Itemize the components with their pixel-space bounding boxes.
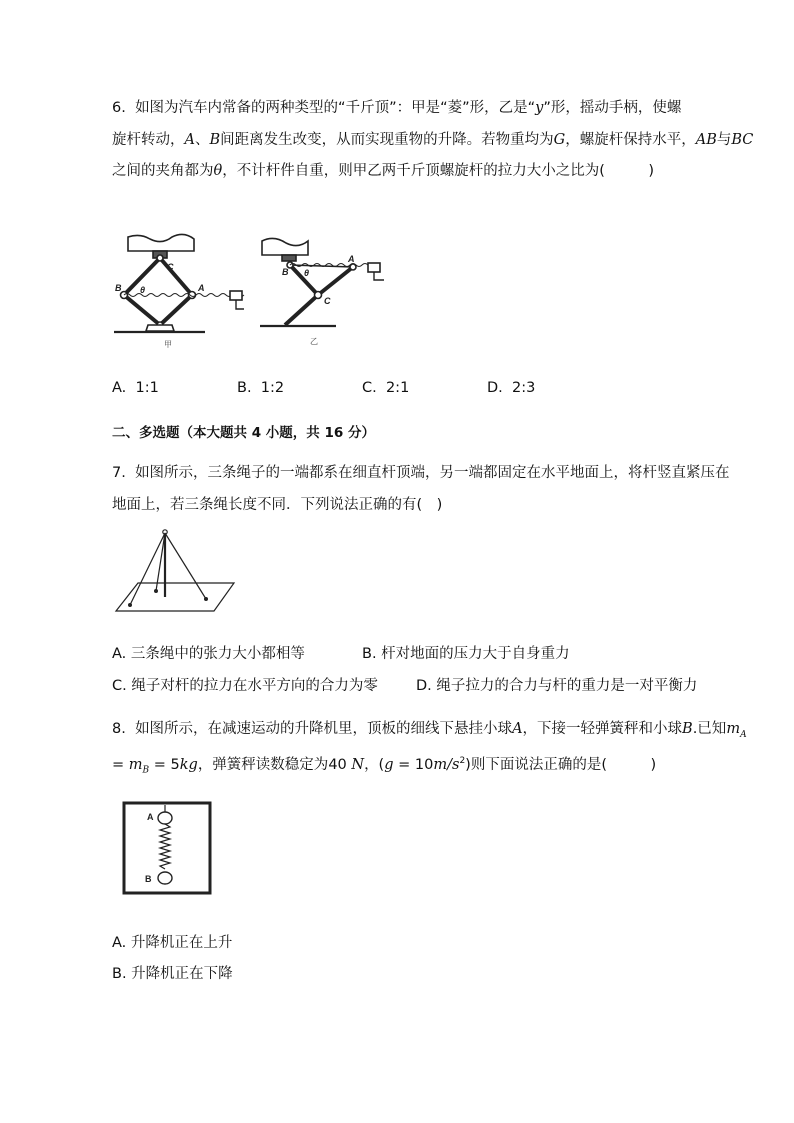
- q8-text: ，下接一轻弹簧秤和小球: [522, 721, 683, 737]
- label-A-right: A: [348, 254, 355, 264]
- q6-jack-figure: [110, 225, 400, 350]
- option-text: 1:2: [260, 380, 285, 396]
- q7-text: 如图所示，三条绳子的一端都系在细直杆顶端，另一端都固定在水平地面上，将杆竖直紧压在: [135, 465, 730, 481]
- handle-right: [368, 263, 380, 272]
- q7-text: 地面上，若三条绳长度不同．下列说法正确的有( ): [112, 497, 443, 513]
- q6-line3: [112, 161, 654, 181]
- q6-text: ”形，摇动手柄，使螺: [543, 100, 682, 116]
- q7-line2: [112, 495, 442, 515]
- option-label: C.: [362, 380, 377, 396]
- rope-3: [165, 533, 206, 599]
- q8-unit: kg: [179, 756, 198, 773]
- q8-text: )则下面说法正确的是( ): [465, 756, 657, 773]
- q8-var: g: [384, 756, 394, 773]
- q8-elevator-figure: [120, 800, 216, 898]
- q6-var: AB: [695, 132, 717, 148]
- q6-text: 如图为汽车内常备的两种类型的“千斤顶”：甲是“菱”形，乙是“: [135, 100, 536, 116]
- q8-var: m: [726, 721, 741, 737]
- q7-option-a[interactable]: [112, 644, 305, 664]
- q6-var: A: [184, 132, 195, 148]
- q8-var: B: [682, 721, 693, 737]
- caption-yi: 乙: [310, 337, 318, 346]
- q8-var: m: [128, 756, 143, 773]
- q7-option-c[interactable]: [112, 676, 378, 696]
- q8-text: =: [112, 756, 129, 773]
- q8-option-b[interactable]: [112, 964, 233, 984]
- label-C-right: C: [324, 296, 331, 306]
- q6-text: 之间的夹角都为: [112, 163, 214, 179]
- label-B: B: [145, 874, 152, 884]
- label-theta-left: θ: [140, 285, 146, 295]
- q6-line2: [112, 130, 753, 150]
- q6-option-a[interactable]: [112, 378, 159, 398]
- label-B-left: B: [115, 283, 122, 293]
- q6-text: ，螺旋杆保持水平，: [565, 132, 696, 148]
- option-label: A.: [112, 935, 127, 951]
- q6-var: BC: [731, 132, 754, 148]
- option-text: 绳子拉力的合力与杆的重力是一对平衡力: [436, 678, 698, 694]
- label-C-left: C: [167, 262, 174, 272]
- q6-text: ，不计杆件自重，则甲乙两千斤顶螺旋杆的拉力大小之比为( ): [222, 163, 655, 179]
- q7-number: 7.: [112, 465, 126, 481]
- q8-text: ，(: [364, 756, 385, 773]
- label-A-left: A: [198, 283, 205, 293]
- handle-left: [230, 291, 242, 300]
- q6-var: θ: [213, 163, 223, 179]
- top-pad-right: [282, 255, 296, 261]
- q7-option-d[interactable]: [416, 676, 697, 696]
- option-label: B.: [112, 966, 127, 982]
- load-block-right: [262, 238, 308, 255]
- q7-option-b[interactable]: [362, 644, 570, 664]
- option-label: B.: [362, 646, 377, 662]
- q8-text: = 10: [393, 756, 434, 773]
- section-title: 二、多选题（本大题共 4 小题，共 16 分）: [112, 425, 375, 441]
- q6-var: B: [209, 132, 221, 148]
- q8-text: 如图所示，在减速运动的升降机里，顶板的细线下悬挂小球: [135, 721, 513, 737]
- q8-value: 40: [328, 756, 352, 773]
- q6-option-b[interactable]: [237, 378, 284, 398]
- q7-pole-figure: [110, 525, 240, 615]
- q8-superscript: 2: [459, 756, 466, 766]
- load-block-left: [128, 234, 194, 251]
- ball-a: [158, 812, 172, 824]
- q6-text: 间距离发生改变，从而实现重物的升降。若物重均为: [220, 132, 554, 148]
- caption-jia: 甲: [164, 340, 172, 349]
- option-text: 1:1: [135, 380, 159, 396]
- q8-subscript: A: [740, 729, 747, 740]
- option-label: A.: [112, 380, 127, 396]
- label-A: A: [147, 812, 154, 822]
- q8-line2: [112, 751, 656, 781]
- q8-text: ，弹簧秤读数稳定为: [197, 756, 329, 773]
- option-text: 三条绳中的张力大小都相等: [130, 646, 305, 662]
- q8-number: 8.: [112, 721, 126, 737]
- q6-option-d[interactable]: [487, 378, 535, 398]
- q6-option-c[interactable]: [362, 378, 409, 398]
- q8-line1: [112, 719, 747, 745]
- label-B-right: B: [282, 267, 289, 277]
- q8-unit: N: [351, 756, 365, 773]
- q6-text: 旋杆转动，: [112, 132, 185, 148]
- spring: [160, 824, 170, 869]
- q8-text: .已知: [692, 721, 727, 737]
- option-text: 2:3: [512, 380, 536, 396]
- base-left: [146, 325, 174, 331]
- q8-option-a[interactable]: [112, 933, 232, 953]
- q6-number: 6.: [112, 100, 126, 116]
- q6-var-y: y: [535, 100, 544, 116]
- option-label: A.: [112, 646, 127, 662]
- option-text: 绳子对杆的拉力在水平方向的合力为零: [131, 678, 378, 694]
- option-text: 升降机正在下降: [131, 966, 233, 982]
- q6-var: G: [553, 132, 566, 148]
- label-theta-right: θ: [304, 268, 310, 278]
- option-text: 升降机正在上升: [130, 935, 233, 951]
- option-label: D.: [416, 678, 432, 694]
- option-text: 2:1: [385, 380, 410, 396]
- option-label: C.: [112, 678, 127, 694]
- q7-line1: [112, 463, 730, 483]
- option-label: D.: [487, 380, 503, 396]
- option-label: B.: [237, 380, 252, 396]
- option-text: 杆对地面的压力大于自身重力: [381, 646, 570, 662]
- q8-text: = 5: [149, 756, 180, 773]
- q8-var: A: [512, 721, 523, 737]
- q6-line1: [112, 98, 681, 118]
- q8-unit: m/s: [433, 756, 460, 773]
- q8-subscript: B: [142, 765, 150, 776]
- q6-text: 、: [194, 132, 210, 148]
- ball-b: [158, 872, 172, 884]
- q6-text: 与: [716, 132, 732, 148]
